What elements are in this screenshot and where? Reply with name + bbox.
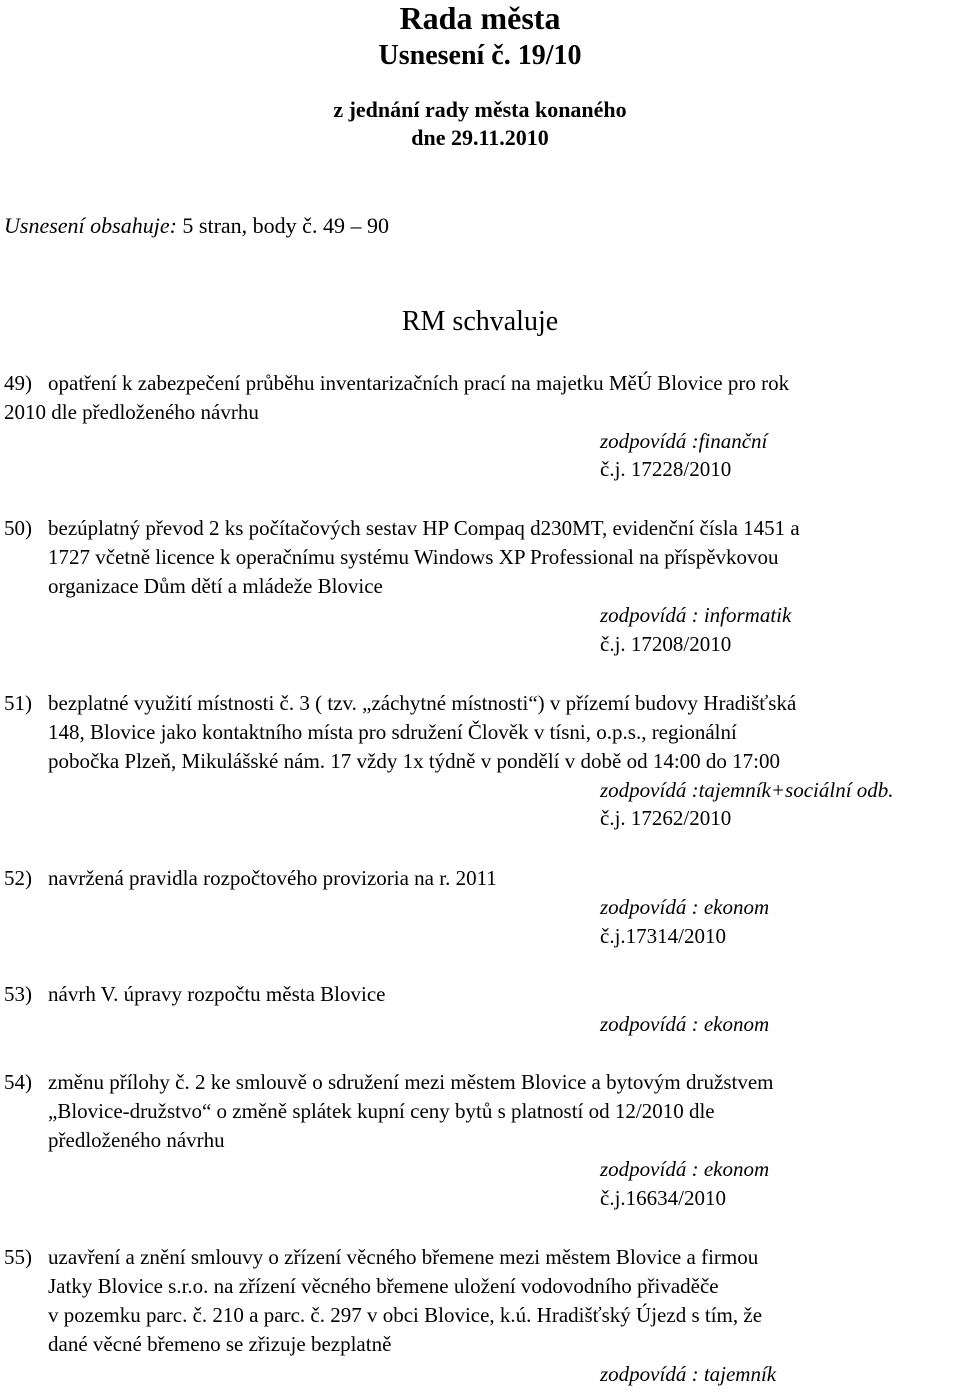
item-text-line: navržená pravidla rozpočtového provizoria na r. 2011 [48, 866, 497, 890]
responsible-54: zodpovídá : ekonom [600, 1157, 770, 1181]
item-text-line: organizace Dům dětí a mládeže Blovice [48, 574, 383, 598]
item-text-line: „Blovice-družstvo“ o změně splátek kupní ceny bytů s platností od 12/2010 dle [48, 1099, 715, 1123]
item-number: 55) [4, 1245, 32, 1269]
item-text-line: bezúplatný převod 2 ks počítačových sestav HP Compaq d230MT, evidenční čísla 1451 a [48, 516, 800, 540]
reference-52: č.j.17314/2010 [600, 924, 726, 948]
item-number: 50) [4, 516, 32, 540]
item-text-line: pobočka Plzeň, Mikulášské nám. 17 vždy 1x týdně v pondělí v době od 14:00 do 17:00 [48, 749, 780, 773]
section-title: RM schvaluje [401, 306, 559, 337]
summary-label: Usnesení obsahuje: [4, 213, 177, 238]
item-text-line: opatření k zabezpečení průběhu inventarizačních prací na majetku MěÚ Blovice pro rok [48, 371, 790, 395]
item-number: 52) [4, 866, 32, 890]
item-text [48, 1243, 960, 1359]
item-text-line: návrh V. úpravy rozpočtu města Blovice [48, 982, 386, 1006]
item-text-line: v pozemku parc. č. 210 a parc. č. 297 v obci Blovice, k.ú. Hradišťský Újezd s tím, že [48, 1303, 763, 1327]
item-text [48, 980, 960, 1009]
item-number: 54) [4, 1070, 32, 1094]
resolution-number: Usnesení č. 19/10 [378, 40, 582, 71]
item-text-line: změnu přílohy č. 2 ke smlouvě o sdružení mezi městem Blovice a bytovým družstvem [48, 1070, 774, 1094]
item-text [48, 689, 960, 776]
item-text [48, 1068, 960, 1155]
council-title: Rada města [399, 0, 561, 36]
item-number: 53) [4, 982, 32, 1006]
reference-50: č.j. 17208/2010 [600, 632, 732, 656]
meeting-subtitle: z jednání rady města konaného [333, 97, 627, 122]
meeting-date: dne 29.11.2010 [411, 125, 549, 150]
item-text-line: dané věcné břemeno se zřizuje bezplatně [48, 1332, 392, 1356]
item-number: 49) [4, 371, 32, 395]
item-text-line: předloženého návrhu [48, 1128, 225, 1152]
responsible-49: zodpovídá :finanční [600, 429, 768, 453]
responsible-52: zodpovídá : ekonom [600, 895, 770, 919]
item-text [48, 864, 960, 893]
item-text-line: uzavření a znění smlouvy o zřízení věcného břemene mezi městem Blovice a firmou [48, 1245, 759, 1269]
summary-value: 5 stran, body č. 49 – 90 [176, 213, 389, 238]
responsible-51: zodpovídá :tajemník+sociální odb. [600, 778, 894, 802]
item-text [48, 514, 960, 601]
responsible-55: zodpovídá : tajemník [600, 1362, 777, 1386]
item-text-line: 2010 dle předloženého návrhu [4, 400, 259, 424]
item-number: 51) [4, 691, 32, 715]
item-text-line: 148, Blovice jako kontaktního místa pro sdružení Člověk v tísni, o.p.s., regionální [48, 720, 737, 744]
item-text-line: bezplatné využití místnosti č. 3 ( tzv. „záchytné místnosti“) v přízemí budovy Hradišťská [48, 691, 797, 715]
responsible-53: zodpovídá : ekonom [600, 1012, 770, 1036]
reference-54: č.j.16634/2010 [600, 1186, 726, 1210]
item-text-line: 1727 včetně licence k operačnímu systému Windows XP Professional na příspěvkovou [48, 545, 779, 569]
reference-51: č.j. 17262/2010 [600, 806, 732, 830]
resolution-summary [4, 211, 389, 240]
responsible-50: zodpovídá : informatik [600, 603, 792, 627]
reference-49: č.j. 17228/2010 [600, 457, 732, 481]
item-text-line: Jatky Blovice s.r.o. na zřízení věcného břemene uložení vodovodního přivaděče [48, 1274, 719, 1298]
